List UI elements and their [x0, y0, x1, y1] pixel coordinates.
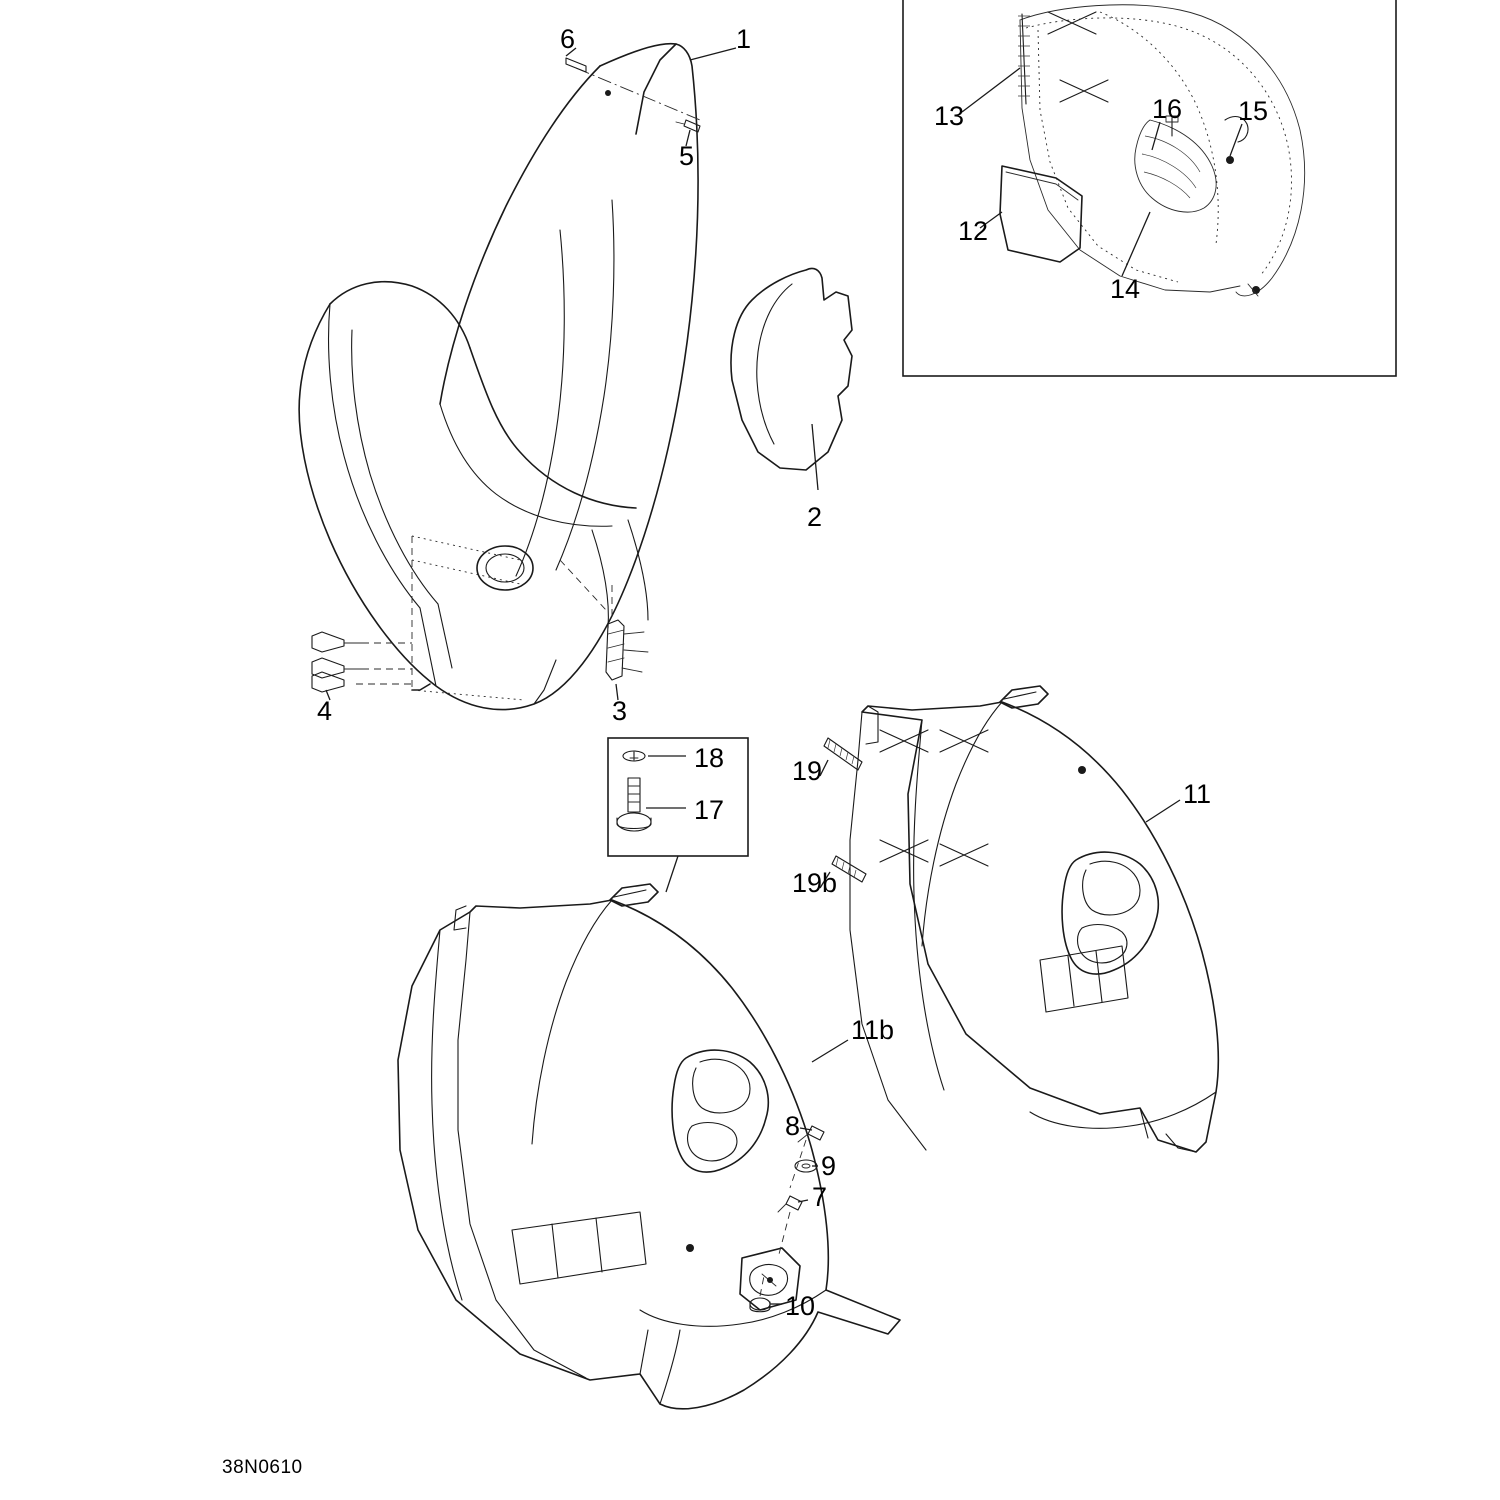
part-1-hood	[299, 44, 736, 710]
callout-18: 18	[694, 743, 725, 773]
callout-13: 13	[934, 101, 965, 131]
callout-4: 4	[317, 696, 333, 726]
callout-19-lower: 19b	[792, 868, 838, 898]
callout-1: 1	[736, 24, 752, 54]
inset-detail-view	[903, 0, 1396, 376]
fastener-detail-box	[608, 738, 748, 892]
callout-3: 3	[612, 696, 628, 726]
callout-16: 16	[1152, 94, 1183, 124]
part-11-side-panel-right	[820, 686, 1218, 1152]
callout-12: 12	[958, 216, 989, 246]
part-2-panel	[731, 268, 852, 490]
callout-17: 17	[694, 795, 725, 825]
callout-8: 8	[785, 1111, 801, 1141]
part-4-rivets	[312, 632, 412, 700]
callout-11-right: 11	[1183, 779, 1212, 809]
callout-10: 10	[785, 1291, 816, 1321]
callout-6: 6	[560, 24, 576, 54]
callout-2: 2	[807, 502, 823, 532]
part-11-side-panel-left	[398, 884, 900, 1409]
callout-5: 5	[679, 141, 695, 171]
callout-9: 9	[821, 1151, 837, 1181]
callout-11-left: 11b	[851, 1015, 895, 1045]
callout-7: 7	[812, 1182, 828, 1212]
callout-14: 14	[1110, 274, 1141, 304]
drawing-code: 38N0610	[222, 1457, 303, 1478]
callout-15: 15	[1238, 96, 1269, 126]
callout-19-upper: 19	[792, 756, 823, 786]
